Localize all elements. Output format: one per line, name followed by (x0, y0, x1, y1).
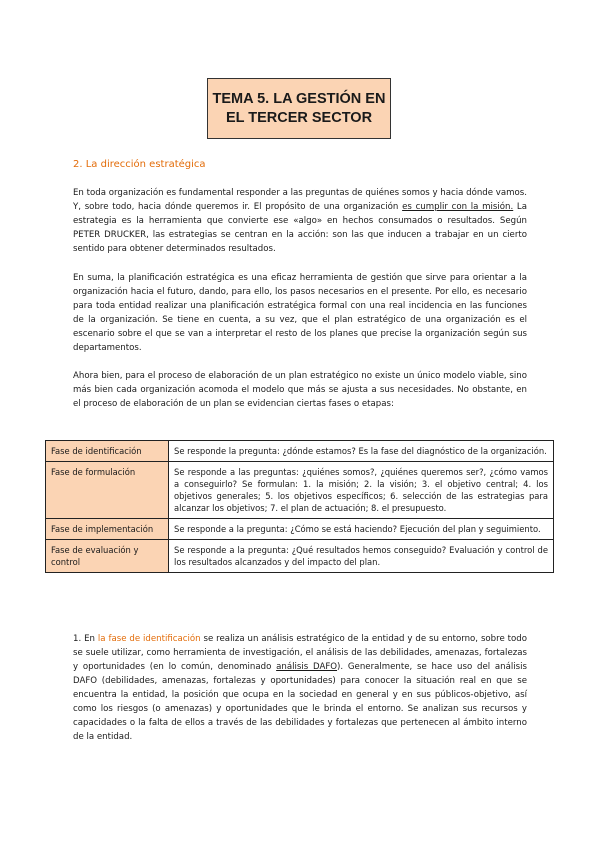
table-row (46, 441, 554, 462)
phase-description: Se responde a la pregunta: ¿Cómo se está haciendo? Ejecución del plan y seguimiento. (169, 519, 554, 540)
table-row (46, 540, 554, 573)
title-line-1: TEMA 5. LA GESTIÓN EN (212, 90, 386, 107)
p1-text-b: La estrategia es la herramienta que convierte ese «algo» en hechos consumados o resultados. Según PETER DRUCKER, las estrategias se centran en la acción: son las que inducen a trabajar en un cierto sentido para obtener determinados resultados. (73, 202, 527, 254)
paragraph-2: En suma, la planificación estratégica es una eficaz herramienta de gestión que sirve para orientar a la organización hacia el futuro, dando, para ello, los pasos necesarios en el presente. Por ello, es necesario para toda entidad realizar una planificación estratégica formal con una real incidencia en las funciones de la organización. Se tiene en cuenta, a su vez, que el plan estratégico de una organización es el escenario sobre el que se van a interpretar el resto de los planes que precise la organización según sus departamentos. (73, 273, 527, 353)
phase-description: Se responde la pregunta: ¿dónde estamos? Es la fase del diagnóstico de la organización. (169, 441, 554, 462)
paragraph-4 (73, 632, 527, 744)
table-row (46, 519, 554, 540)
phase-label: Fase de formulación (46, 462, 169, 519)
title-line-2: EL TERCER SECTOR (225, 109, 373, 126)
paragraph-1 (73, 186, 527, 256)
phase-label: Fase de evaluación y control (46, 540, 169, 573)
p4-highlight: la fase de identificación (97, 634, 201, 644)
phase-label: Fase de identificación (46, 441, 169, 462)
paragraph-3: Ahora bien, para el proceso de elaboración de un plan estratégico no existe un único modelo viable, sino más bien cada organización acomoda el modelo que más se ajusta a sus necesidades. No obstante, en el proceso de elaboración de un plan se evidencian ciertas fases o etapas: (73, 371, 527, 409)
p1-text-a: En toda organización es fundamental responder a las preguntas de quiénes somos y hacia dónde vamos. Y, sobre todo, hacia dónde queremos ir. El propósito de una organización (73, 188, 527, 212)
p4-text-a: 1. En (73, 634, 98, 644)
phase-label: Fase de implementación (46, 519, 169, 540)
section-heading: 2. La dirección estratégica (73, 159, 206, 170)
p4-dafo: análisis DAFO (276, 662, 338, 672)
p4-text-b: se realiza un análisis estratégico de la entidad y de su entorno, sobre todo se suele utilizar, como herramienta de investigación, el análisis de las debilidades, amenazas, fortalezas y oportunidades (en lo común, denominado (73, 634, 528, 672)
table-row (46, 462, 554, 519)
p4-text-c: ). Generalmente, se hace uso del análisis DAFO (debilidades, amenazas, fortalezas y oportunidades) para conocer la situación real en que se encuentra la entidad, la posición que ocupa en la sociedad en general y en sus públicos-objetivo, así como los riesgos (o amenazas) y oportunidades que le brinda el entorno. Se analizan sus recursos y capacidades o la falta de ellos a través de las debilidades y fortalezas que pertenecen al ámbito interno de la entidad. (73, 662, 527, 742)
p1-underlined: es cumplir con la misión. (402, 202, 514, 212)
phases-table (45, 440, 554, 573)
phase-description: Se responde a la pregunta: ¿Qué resultados hemos conseguido? Evaluación y control de los resultados alcanzados y del impacto del plan. (169, 540, 554, 573)
phase-description: Se responde a las preguntas: ¿quiénes somos?, ¿quiénes queremos ser?, ¿cómo vamos a conseguirlo? Se formulan: 1. la misión; 2. la visión; 3. el objetivo central; 4. los objetivos generales; 5. los objetivos específicos; 6. selección de las estrategias para alcanzar los objetivos; 7. el plan de actuación; 8. el presupuesto. (169, 462, 554, 519)
page-title (207, 78, 391, 139)
